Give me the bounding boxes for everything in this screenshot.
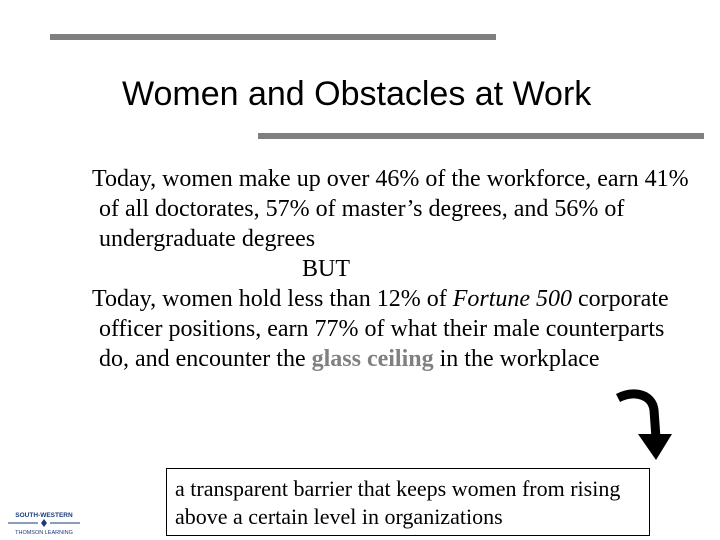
- glass-ceiling-definition-box: a transparent barrier that keeps women from rising above a certain level in organizations: [166, 468, 650, 536]
- paragraph-obstacles-part3: in the workplace: [433, 346, 600, 372]
- connector-but: BUT: [302, 256, 350, 282]
- paragraph-statistics: Today, women make up over 46% of the workforce, earn 41% of all doctorates, 57% of master’s degrees, and 56% of undergraduate degrees: [92, 166, 689, 252]
- slide-title: Women and Obstacles at Work: [122, 75, 592, 113]
- logo-line1: SOUTH-WESTERN: [15, 512, 73, 519]
- fortune-500-text: Fortune 500: [452, 286, 573, 312]
- glass-ceiling-term: glass ceiling: [311, 346, 434, 372]
- south-western-logo: [4, 508, 84, 538]
- top-rule: [50, 34, 496, 40]
- logo-line2: THOMSON LEARNING: [15, 530, 73, 536]
- title-underline-rule: [258, 133, 704, 139]
- curved-arrow-icon: [612, 384, 672, 464]
- paragraph-obstacles-part1: Today, women hold less than 12% of: [92, 286, 453, 312]
- slide-body: [92, 164, 692, 374]
- paragraph-obstacles-part2: corporate officer positions, earn 77% of what their male counterparts do, and encounter the: [99, 286, 669, 372]
- paragraph-obstacles: [92, 284, 692, 374]
